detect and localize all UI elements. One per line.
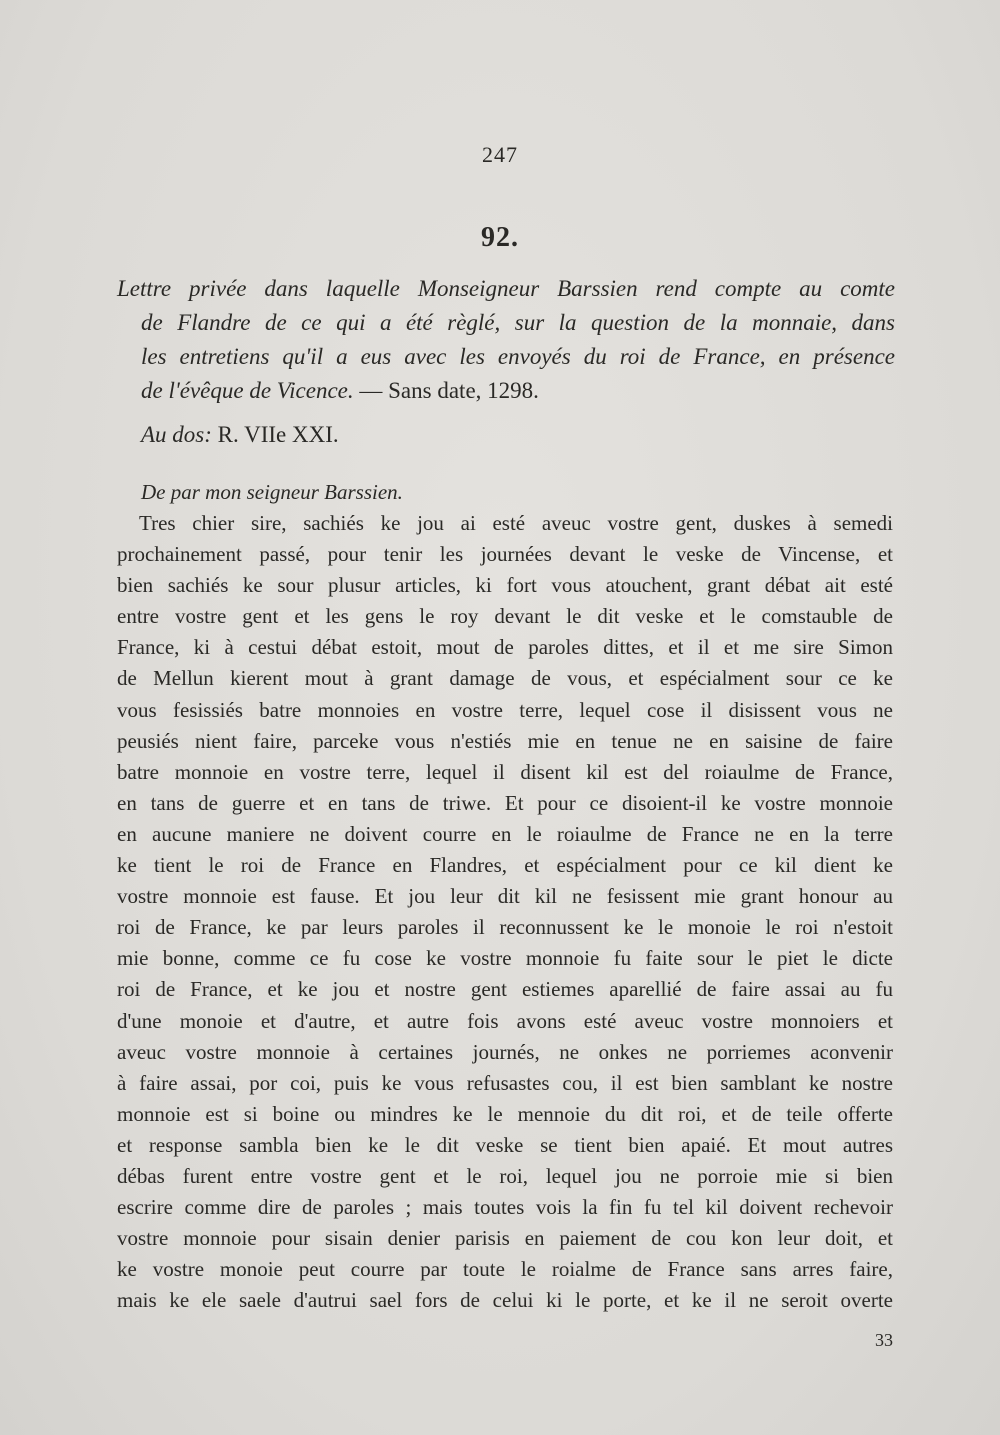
body-line: peusiés nient faire, parceke vous n'estiés mie en tenue ne en saisine de faire — [117, 728, 893, 753]
heading-date: — Sans date, 1298. — [353, 378, 539, 403]
body-line: mais ke ele saele d'autrui sael fors de celui ki le porte, et ke il ne seroit overte — [117, 1288, 893, 1313]
body-line: monnoie est si boine ou mindres ke le mennoie du dit roi, et de teile offerte — [117, 1101, 893, 1126]
letter-body — [117, 508, 893, 1316]
body-line: vostre monnoie est fause. Et jou leur dit kil ne fesissent mie grant honour au — [117, 884, 893, 909]
heading-line — [117, 374, 895, 408]
body-line: entre vostre gent et les gens le roy devant le dit veske et le comstauble de — [117, 604, 893, 629]
heading-line: Lettre privée dans laquelle Monseigneur Barssien rend compte au comte — [117, 276, 895, 301]
body-line: débas furent entre vostre gent et le roi, lequel jou ne porroie mie si bien — [117, 1163, 893, 1188]
heading-last-italic: de l'évêque de Vicence. — [141, 378, 354, 403]
body-line: roi de France, ke par leurs paroles il reconnussent ke le monoie le roi n'estoit — [117, 915, 893, 940]
page-number: 247 — [482, 142, 518, 167]
body-line: vous fesissiés batre monnoies en vostre terre, lequel cose il disissent vous ne — [117, 697, 893, 722]
body-line: France, ki à cestui débat estoit, mout de paroles dittes, et il et me sire Simon — [117, 635, 893, 660]
heading-line: de Flandre de ce qui a été règlé, sur la question de la monnaie, dans — [141, 310, 895, 335]
body-line: ke tient le roi de France en Flandres, et espécialment pour ce kil dient ke — [117, 853, 893, 878]
body-line: vostre monnoie pour sisain denier parisis en paiement de cou kon leur doit, et — [117, 1226, 893, 1251]
body-line: prochainement passé, pour tenir les journées devant le veske de Vincense, et — [117, 542, 893, 567]
body-line: bien sachiés ke sour plusur articles, ki fort vous atouchent, grant débat ait esté — [117, 573, 893, 598]
body-line: d'une monoie et d'autre, et autre fois avons esté aveuc vostre monnoiers et — [117, 1008, 893, 1033]
body-line: en aucune maniere ne doivent courre en le roiaulme de France ne en la terre — [117, 821, 893, 846]
body-line: en tans de guerre et en tans de triwe. Et pour ce disoient-il ke vostre monnoie — [117, 790, 893, 815]
signature-mark: 33 — [875, 1330, 893, 1350]
body-line: aveuc vostre monnoie à certaines journés, ne onkes ne porriemes aconvenir — [117, 1039, 893, 1064]
body-line: de Mellun kierent mout à grant damage de vous, et espécialment sour ce ke — [117, 666, 893, 691]
document-heading — [117, 272, 895, 408]
dorse-value: R. VIIe XXI. — [211, 422, 339, 447]
dorse-label: Au dos: — [141, 422, 212, 447]
body-line: escrire comme dire de paroles ; mais toutes vois la fin fu tel kil doivent rechevoir — [117, 1195, 893, 1220]
body-line: et response sambla bien ke le dit veske se tient bien apaié. Et mout autres — [117, 1132, 893, 1157]
body-line: Tres chier sire, sachiés ke jou ai esté aveuc vostre gent, duskes à semedi — [139, 511, 893, 535]
body-line: ke vostre monoie peut courre par toute le roialme de France sans arres faire, — [117, 1257, 893, 1282]
body-line: roi de France, et ke jou et nostre gent estiemes aparellié de faire assai au fu — [117, 977, 893, 1002]
dorse-note — [141, 422, 339, 448]
sender-line: De par mon seigneur Barssien. — [141, 480, 403, 504]
heading-line: les entretiens qu'il a eus avec les envoyés du roi de France, en présence — [141, 344, 895, 369]
document-number: 92. — [481, 222, 519, 253]
body-line: mie bonne, comme ce fu cose ke vostre monnoie fu faite sour le piet le dicte — [117, 946, 893, 971]
body-line: à faire assai, por coi, puis ke vous refusastes cou, il est bien samblant ke nostre — [117, 1070, 893, 1095]
body-line: batre monnoie en vostre terre, lequel il disent kil est del roiaulme de France, — [117, 759, 893, 784]
